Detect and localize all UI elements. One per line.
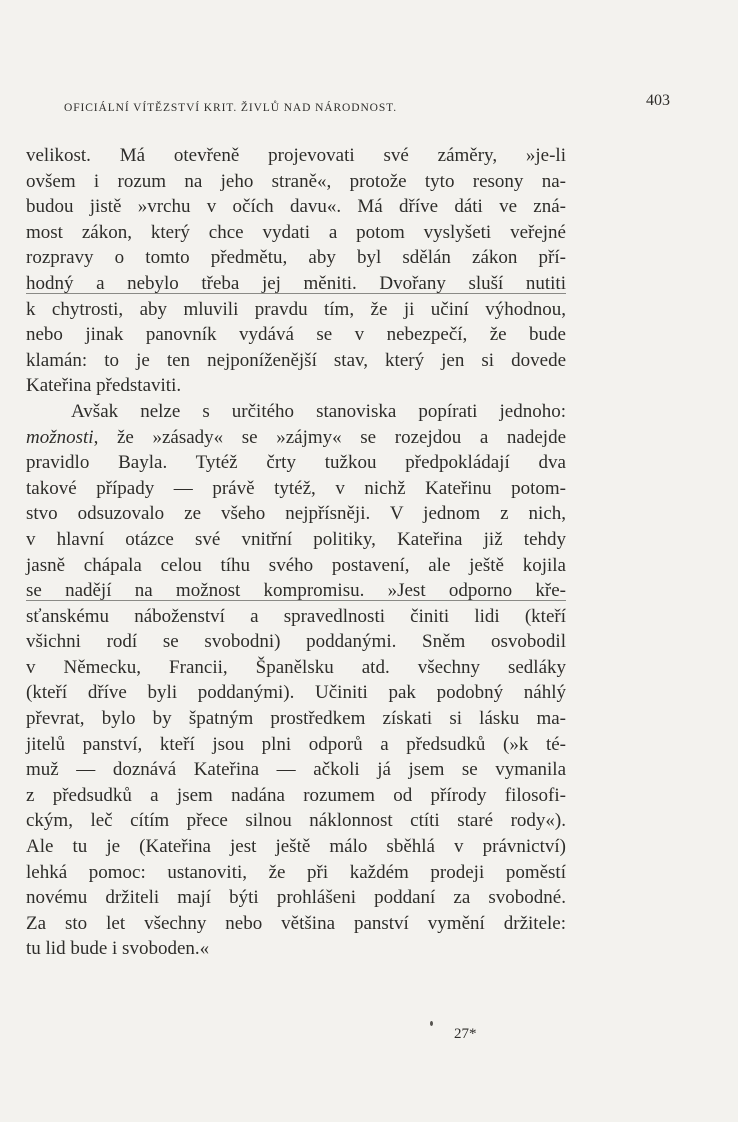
text-line: velikost. Má otevřeně projevovati své záměry, »je-li xyxy=(26,145,566,166)
text-line: muž — doznává Kateřina — ačkoli já jsem se vymanila xyxy=(26,759,566,781)
running-title: OFICIÁLNÍ VÍTĚZSTVÍ KRIT. ŽIVLŮ NAD NÁRODNOST. xyxy=(64,102,398,114)
running-head xyxy=(64,92,676,122)
text-line: Avšak nelze s určitého stanoviska popírati jednoho: xyxy=(71,400,566,422)
text-line: v Německu, Francii, Španělsku atd. všechny sedláky xyxy=(26,656,566,678)
text-line: z předsudků a jsem nadána rozumem od přírody filosofi- xyxy=(26,784,566,806)
ink-dot xyxy=(430,1021,433,1026)
text-line: rozpravy o tomto předmětu, aby byl sdělán zákon pří- xyxy=(26,247,566,269)
text-line: sťanskému náboženství a spravedlnosti činiti lidi (kteří xyxy=(26,605,566,627)
text-line: klamán: to je ten nejponíženější stav, který jen si dovede xyxy=(26,349,566,371)
text-line: most zákon, který chce vydati a potom vyslyšeti veřejné xyxy=(26,221,566,243)
text-line: Kateřina představiti. xyxy=(26,375,182,397)
text-line: se nadějí na možnost kompromisu. »Jest odporno kře- xyxy=(26,580,566,602)
text-line: hodný a nebylo třeba jej měniti. Dvořany sluší nutiti xyxy=(26,272,566,294)
text-line: ovšem i rozum na jeho straně«, protože tyto resony na- xyxy=(26,170,566,192)
text-line: takové případy — právě tytéž, v nichž Kateřinu potom- xyxy=(26,477,566,499)
text-line: převrat, bylo by špatným prostředkem získati si lásku ma- xyxy=(26,708,566,730)
text-line: ckým, leč cítím přece silnou náklonnost ctíti staré rody«). xyxy=(26,810,566,832)
text-line: k chytrosti, aby mluvili pravdu tím, že ji učiní výhodnou, xyxy=(26,298,566,320)
text-line-italic-start xyxy=(26,425,566,451)
italic-word: možnosti xyxy=(26,426,94,448)
text-line: Za sto let všechny nebo většina panství vymění držitele: xyxy=(26,912,566,934)
page-number: 403 xyxy=(646,92,670,109)
text-line: nebo jinak panovník vydává se v nebezpečí, že bude xyxy=(26,324,566,346)
text-line: v hlavní otázce své vnitřní politiky, Kateřina již tehdy xyxy=(26,528,566,550)
text-line: Ale tu je (Kateřina jest ještě málo sběhlá v právnictví) xyxy=(26,836,566,858)
text-line: stvo odsuzovalo ze všeho nejpřísněji. V jednom z nich, xyxy=(26,503,566,525)
text-line: jitelů panství, kteří jsou plni odporů a předsudků (»k té- xyxy=(26,733,566,755)
text-line: (kteří dříve byli poddanými). Učiniti pak podobný náhlý xyxy=(26,682,566,704)
text-line: lehká pomoc: ustanoviti, že při každém prodeji poměstí xyxy=(26,861,566,883)
text-line: jasně chápala celou tíhu svého postavení, ale ještě kojila xyxy=(26,554,566,576)
signature-mark: 27* xyxy=(454,1026,477,1042)
text-line: novému držiteli mají býti prohlášeni poddaní za svobodné. xyxy=(26,887,566,909)
italic-line-rest: , že »zásady« se »zájmy« se rozejdou a nadejde xyxy=(93,426,566,448)
body-text xyxy=(26,143,566,962)
text-line: tu lid bude i svoboden.« xyxy=(26,938,210,960)
text-line: budou jistě »vrchu v očích davu«. Má dříve dáti ve zná- xyxy=(26,196,566,218)
text-line: pravidlo Bayla. Tytéž črty tužkou předpokládají dva xyxy=(26,452,566,474)
text-line: všichni rodí se svobodni) poddanými. Sněm osvobodil xyxy=(26,631,566,653)
